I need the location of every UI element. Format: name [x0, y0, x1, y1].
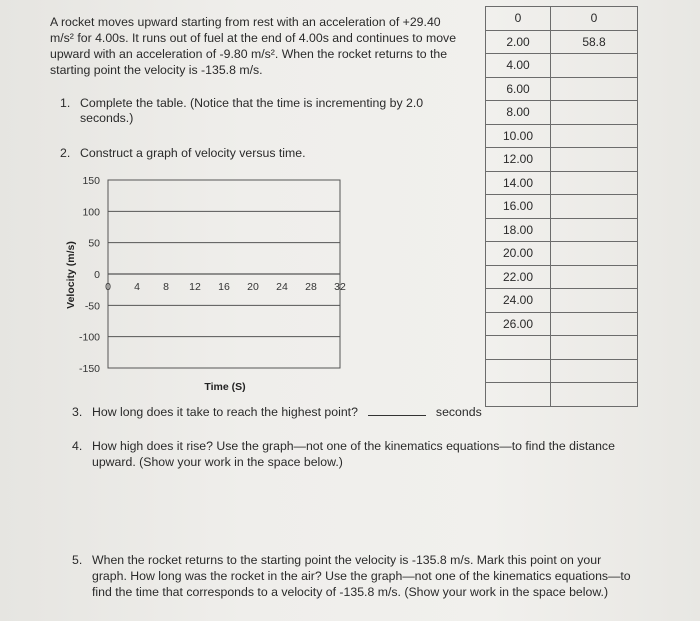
velocity-cell[interactable] [551, 101, 638, 125]
time-cell[interactable]: 14.00 [486, 171, 551, 195]
y-tick-label: -50 [84, 300, 100, 313]
x-tick-label: 16 [218, 281, 230, 293]
question-text: upward. (Show your work in the space below.) [92, 455, 343, 469]
question-number: 1. [60, 96, 71, 110]
velocity-cell[interactable] [551, 289, 638, 313]
time-cell[interactable] [486, 336, 551, 360]
y-tick-label: 0 [94, 269, 100, 281]
time-cell[interactable]: 16.00 [486, 195, 551, 219]
time-cell[interactable] [486, 359, 551, 383]
answer-unit: seconds [435, 405, 482, 419]
velocity-cell[interactable] [551, 359, 638, 383]
question-text: graph. How long was the rocket in the air? Use the graph—not one of the kinematics equations—to [92, 569, 631, 583]
question-text: find the time that corresponds to a velocity of -135.8 m/s. (Show your work in the space below.) [92, 585, 609, 599]
velocity-time-graph [0, 0, 480, 400]
table-row [486, 148, 638, 172]
velocity-cell[interactable] [551, 148, 638, 172]
time-cell[interactable]: 18.00 [486, 218, 551, 242]
table-row [486, 124, 638, 148]
velocity-cell[interactable] [551, 265, 638, 289]
time-cell[interactable]: 22.00 [486, 265, 551, 289]
table-row [486, 195, 638, 219]
time-cell[interactable]: 6.00 [486, 77, 551, 101]
intro-line: starting point the velocity is -135.8 m/s. [50, 63, 263, 77]
question-text: When the rocket returns to the starting point the velocity is -135.8 m/s. Mark this point on your [92, 553, 602, 567]
table-row [486, 289, 638, 313]
time-cell[interactable]: 2.00 [486, 30, 551, 54]
x-tick-label: 4 [134, 281, 140, 293]
table-row [486, 30, 638, 54]
velocity-cell[interactable]: 58.8 [551, 30, 638, 54]
answer-blank[interactable] [368, 405, 426, 416]
time-cell[interactable]: 0 [486, 7, 551, 31]
time-cell[interactable]: 26.00 [486, 312, 551, 336]
table-row [486, 359, 638, 383]
question-text: Complete the table. (Notice that the time is incrementing by 2.0 [80, 96, 424, 110]
table-row [486, 54, 638, 78]
table-row [486, 312, 638, 336]
graph-grid [108, 180, 340, 368]
question-text: How high does it rise? Use the graph—not one of the kinematics equations—to find the distance [92, 439, 615, 453]
y-axis-label: Velocity (m/s) [65, 241, 77, 309]
question-number: 3. [72, 405, 83, 419]
y-tick-label: 50 [88, 237, 100, 250]
velocity-cell[interactable]: 0 [551, 7, 638, 31]
question-number: 5. [72, 553, 83, 567]
velocity-cell[interactable] [551, 242, 638, 266]
x-tick-label: 8 [163, 281, 169, 293]
question-text: Construct a graph of velocity versus time. [80, 146, 306, 160]
velocity-cell[interactable] [551, 218, 638, 242]
x-tick-label: 0 [105, 281, 111, 293]
x-tick-label: 20 [247, 281, 259, 293]
time-cell[interactable]: 4.00 [486, 54, 551, 78]
y-tick-label: 150 [82, 175, 100, 187]
table-row [486, 242, 638, 266]
time-cell[interactable]: 24.00 [486, 289, 551, 313]
x-tick-label: 28 [305, 281, 317, 293]
question-3 [72, 405, 482, 419]
velocity-cell[interactable] [551, 336, 638, 360]
table-row [486, 218, 638, 242]
question-4 [72, 438, 632, 470]
x-tick-label: 24 [276, 281, 288, 293]
table-row [486, 265, 638, 289]
y-tick-label: 100 [82, 206, 100, 219]
y-tick-label: -100 [78, 331, 100, 344]
question-text: How long does it take to reach the highest point? [92, 405, 358, 419]
table-row [486, 336, 638, 360]
table-row [486, 171, 638, 195]
x-axis-label: Time (S) [204, 381, 246, 393]
x-tick-label: 12 [189, 281, 201, 293]
question-text: seconds.) [80, 111, 134, 125]
x-tick-label: 32 [334, 281, 346, 293]
question-number: 2. [60, 146, 71, 160]
time-cell[interactable]: 12.00 [486, 148, 551, 172]
velocity-cell[interactable] [551, 54, 638, 78]
question-number: 4. [72, 439, 83, 453]
time-cell[interactable]: 20.00 [486, 242, 551, 266]
table-row [486, 7, 638, 31]
intro-line: upward with an acceleration of -9.80 m/s². When the rocket returns to the [50, 47, 448, 61]
velocity-cell[interactable] [551, 312, 638, 336]
intro-line: A rocket moves upward starting from rest with an acceleration of +29.40 [50, 15, 441, 29]
table-row [486, 101, 638, 125]
velocity-cell[interactable] [551, 383, 638, 407]
table-row [486, 383, 638, 407]
table-row [486, 77, 638, 101]
velocity-cell[interactable] [551, 77, 638, 101]
time-cell[interactable] [486, 383, 551, 407]
time-velocity-table [485, 6, 638, 407]
velocity-cell[interactable] [551, 195, 638, 219]
time-cell[interactable]: 8.00 [486, 101, 551, 125]
question-5 [72, 552, 642, 600]
time-cell[interactable]: 10.00 [486, 124, 551, 148]
velocity-cell[interactable] [551, 171, 638, 195]
intro-line: m/s² for 4.00s. It runs out of fuel at the end of 4.00s and continues to move [50, 31, 457, 45]
y-tick-label: -150 [78, 363, 100, 375]
velocity-cell[interactable] [551, 124, 638, 148]
